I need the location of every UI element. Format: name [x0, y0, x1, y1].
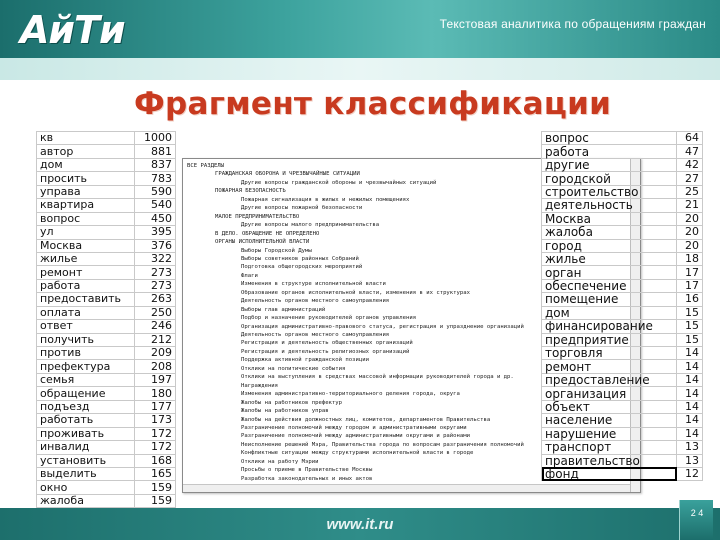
table-row [542, 199, 703, 212]
count-cell[interactable]: 15 [677, 320, 703, 333]
word-frequency-table-right [541, 131, 703, 481]
table-row [37, 158, 176, 171]
tree-item[interactable]: Регистрация и деятельность общественных организаций [241, 340, 413, 347]
count-cell[interactable]: 17 [677, 266, 703, 279]
tree-root[interactable]: ВСЕ РАЗДЕЛЫ [187, 163, 225, 169]
table-row [37, 293, 176, 306]
word-cell[interactable]: префектура [37, 360, 135, 373]
table-row [542, 360, 703, 373]
count-cell[interactable]: 15 [677, 333, 703, 346]
word-cell[interactable]: установить [37, 454, 135, 467]
word-cell[interactable]: финансирование [542, 320, 677, 333]
table-row [37, 226, 176, 239]
table-row [37, 172, 176, 185]
count-cell[interactable]: 450 [135, 212, 176, 225]
table-row [37, 494, 176, 507]
tree-section[interactable]: ГРАЖДАНСКАЯ ОБОРОНА И ЧРЕЗВЫЧАЙНЫЕ СИТУАЦИИ [215, 171, 360, 178]
tree-item[interactable]: Выборы Городской Думы [241, 247, 312, 254]
tree-item[interactable]: Жалобы на работников префектур [241, 399, 343, 406]
word-cell[interactable]: работа [37, 279, 135, 292]
count-cell[interactable]: 168 [135, 454, 176, 467]
count-cell[interactable]: 1000 [135, 132, 176, 145]
count-cell[interactable]: 263 [135, 293, 176, 306]
word-cell[interactable]: ул [37, 226, 135, 239]
table-row [542, 266, 703, 279]
word-cell[interactable]: жалоба [37, 494, 135, 507]
table-row [37, 306, 176, 319]
count-cell[interactable]: 208 [135, 360, 176, 373]
word-cell[interactable]: организация [542, 387, 677, 400]
table-row [542, 293, 703, 306]
table-row [542, 441, 703, 454]
tree-item[interactable]: Отклики на политические события [241, 365, 346, 372]
table-row [542, 400, 703, 413]
count-cell[interactable]: 172 [135, 427, 176, 440]
word-cell[interactable]: фонд [542, 467, 677, 480]
count-cell[interactable]: 376 [135, 239, 176, 252]
tree-item[interactable]: Другие вопросы малого предпринимательства [241, 222, 380, 229]
table-row [542, 373, 703, 386]
table-row [542, 212, 703, 225]
tree-item[interactable]: Разработка законодательных и иных актов [241, 475, 373, 482]
tree-item[interactable]: Конфликтные ситуации между структурами исполнительной власти в городе [241, 450, 474, 457]
count-cell[interactable]: 212 [135, 333, 176, 346]
table-row [542, 158, 703, 171]
count-cell[interactable]: 17 [677, 279, 703, 292]
table-row [37, 481, 176, 494]
count-cell[interactable]: 16 [677, 293, 703, 306]
word-cell[interactable]: Москва [542, 212, 677, 225]
table-row [37, 467, 176, 480]
table-row [542, 414, 703, 427]
table-row [37, 252, 176, 265]
tree-item[interactable]: Поддержка активной гражданской позиции [241, 357, 369, 364]
table-row [37, 414, 176, 427]
table-row [542, 239, 703, 252]
tree-section[interactable]: МАЛОЕ ПРЕДПРИНИМАТЕЛЬСТВО [215, 213, 300, 220]
table-row [37, 212, 176, 225]
tree-item[interactable]: Разграничение полномочий между административными округами и районами [241, 433, 471, 440]
count-cell[interactable]: 14 [677, 400, 703, 413]
count-cell[interactable]: 20 [677, 226, 703, 239]
count-cell[interactable]: 209 [135, 347, 176, 360]
count-cell[interactable]: 12 [677, 467, 703, 480]
tree-item[interactable]: Другие вопросы пожарной безопасности [241, 205, 363, 212]
word-cell[interactable]: деятельность [542, 199, 677, 212]
tree-item[interactable]: Флаги [241, 272, 258, 279]
word-cell[interactable]: правительство [542, 454, 677, 467]
count-cell[interactable]: 395 [135, 226, 176, 239]
table-row [37, 400, 176, 413]
tree-item[interactable]: Образование органов исполнительной власти, изменения в их структурах [241, 289, 471, 296]
count-cell[interactable]: 540 [135, 199, 176, 212]
word-cell[interactable]: проживать [37, 427, 135, 440]
count-cell[interactable]: 273 [135, 266, 176, 279]
footer-url: www.it.ru [326, 516, 394, 533]
count-cell[interactable]: 197 [135, 373, 176, 386]
count-cell[interactable]: 47 [677, 145, 703, 158]
table-row [37, 373, 176, 386]
table-row [37, 145, 176, 158]
word-cell[interactable]: население [542, 414, 677, 427]
count-cell[interactable]: 13 [677, 441, 703, 454]
count-cell[interactable]: 165 [135, 467, 176, 480]
table-row [37, 279, 176, 292]
tree-item[interactable]: Жалобы на действия должностных лиц, комитетов, департаментов Правительства [241, 416, 491, 423]
slide-title: Фрагмент классификации [134, 86, 612, 122]
tree-item[interactable]: Изменения в структуре исполнительной власти [241, 281, 386, 288]
count-cell[interactable]: 14 [677, 387, 703, 400]
table-row [542, 145, 703, 158]
word-cell[interactable]: городской [542, 172, 677, 185]
count-cell[interactable]: 881 [135, 145, 176, 158]
horizontal-scrollbar[interactable] [183, 484, 630, 492]
count-cell[interactable]: 159 [135, 494, 176, 507]
word-cell[interactable]: Москва [37, 239, 135, 252]
tree-item[interactable]: Неисполнение решений Мэра, Правительства города по вопросам разграничения полномочий [241, 441, 524, 448]
count-cell[interactable]: 273 [135, 279, 176, 292]
word-cell[interactable]: оплата [37, 306, 135, 319]
word-cell[interactable]: транспорт [542, 441, 677, 454]
table-row [37, 427, 176, 440]
page-number: 2 4 [690, 508, 704, 518]
page-number-box [679, 500, 713, 540]
word-cell[interactable]: семья [37, 373, 135, 386]
word-cell[interactable]: обращение [37, 387, 135, 400]
word-cell[interactable]: подъезд [37, 400, 135, 413]
word-cell[interactable]: управа [37, 185, 135, 198]
table-row [37, 347, 176, 360]
count-cell[interactable]: 14 [677, 347, 703, 360]
table-row [542, 387, 703, 400]
count-cell[interactable]: 837 [135, 158, 176, 171]
tree-section[interactable]: В ДЕЛО. ОБРАЩЕНИЕ НЕ ОПРЕДЕЛЕНО [215, 230, 320, 237]
table-row [37, 454, 176, 467]
word-cell[interactable]: просить [37, 172, 135, 185]
table-row [542, 252, 703, 265]
count-cell[interactable]: 13 [677, 454, 703, 467]
table-row [37, 320, 176, 333]
count-cell[interactable]: 172 [135, 441, 176, 454]
count-cell[interactable]: 322 [135, 252, 176, 265]
header-stripe [0, 58, 720, 80]
tree-item[interactable]: Другие вопросы гражданской обороны и чрезвычайных ситуаций [241, 179, 437, 186]
word-cell[interactable]: орган [542, 266, 677, 279]
slide-footer [0, 508, 720, 540]
tree-section[interactable]: ПОЖАРНАЯ БЕЗОПАСНОСТЬ [215, 188, 286, 195]
tree-item[interactable]: Пожарная сигнализация в жилых и нежилых помещениях [241, 196, 410, 203]
word-frequency-table-left [36, 131, 176, 508]
word-cell[interactable]: нарушение [542, 427, 677, 440]
word-cell[interactable]: работать [37, 414, 135, 427]
word-cell[interactable]: вопрос [542, 132, 677, 145]
word-cell[interactable]: другие [542, 158, 677, 171]
word-cell[interactable]: против [37, 347, 135, 360]
count-cell[interactable]: 18 [677, 252, 703, 265]
word-cell[interactable]: обеспечение [542, 279, 677, 292]
count-cell[interactable]: 590 [135, 185, 176, 198]
table-row [542, 467, 703, 480]
table-row [37, 387, 176, 400]
word-cell[interactable]: город [542, 239, 677, 252]
count-cell[interactable]: 250 [135, 306, 176, 319]
table-row [37, 239, 176, 252]
word-cell[interactable]: инвалид [37, 441, 135, 454]
word-cell[interactable]: жалоба [542, 226, 677, 239]
word-cell[interactable]: дом [542, 306, 677, 319]
table-row [37, 333, 176, 346]
word-cell[interactable]: помещение [542, 293, 677, 306]
count-cell[interactable]: 14 [677, 414, 703, 427]
tree-item[interactable]: Награждения [241, 382, 279, 389]
word-cell[interactable]: кв [37, 132, 135, 145]
header-subtitle: Текстовая аналитика по обращениям граждан [439, 17, 706, 31]
word-cell[interactable]: предоставление [542, 373, 677, 386]
table-row [37, 360, 176, 373]
table-row [542, 132, 703, 145]
count-cell[interactable]: 177 [135, 400, 176, 413]
word-cell[interactable]: ремонт [37, 266, 135, 279]
count-cell[interactable]: 14 [677, 373, 703, 386]
count-cell[interactable]: 20 [677, 239, 703, 252]
slide-header [0, 0, 720, 80]
table-row [37, 199, 176, 212]
word-cell[interactable]: объект [542, 400, 677, 413]
count-cell[interactable]: 783 [135, 172, 176, 185]
word-cell[interactable]: окно [37, 481, 135, 494]
company-logo: АйТи [20, 8, 125, 52]
count-cell[interactable]: 21 [677, 199, 703, 212]
count-cell[interactable]: 27 [677, 172, 703, 185]
word-cell[interactable]: работа [542, 145, 677, 158]
tree-item[interactable]: Выборы глав администраций [241, 306, 326, 313]
word-cell[interactable]: квартира [37, 199, 135, 212]
table-row [37, 185, 176, 198]
count-cell[interactable]: 180 [135, 387, 176, 400]
table-row [542, 320, 703, 333]
table-row [37, 441, 176, 454]
word-cell[interactable]: предоставить [37, 293, 135, 306]
count-cell[interactable]: 42 [677, 158, 703, 171]
word-cell[interactable]: автор [37, 145, 135, 158]
word-cell[interactable]: жилье [37, 252, 135, 265]
tree-item[interactable]: Деятельность органов местного самоуправления [241, 332, 390, 338]
word-cell[interactable]: дом [37, 158, 135, 171]
table-row [542, 347, 703, 360]
tree-item[interactable]: Разграничение полномочий между городом и административными округами [241, 424, 467, 431]
word-cell[interactable]: ответ [37, 320, 135, 333]
tree-item[interactable]: Отклики на выступления в средствах массовой информации руководителей города и др. [241, 374, 514, 381]
word-cell[interactable]: торговля [542, 347, 677, 360]
table-row [542, 454, 703, 467]
tree-item[interactable]: Просьбы о приеме в Правительстве Москвы [241, 467, 373, 474]
count-cell[interactable]: 173 [135, 414, 176, 427]
count-cell[interactable]: 25 [677, 185, 703, 198]
table-row [542, 306, 703, 319]
tree-item[interactable]: Организация административно-правового статуса, регистрация и упразднение организаций [241, 323, 524, 330]
tree-item[interactable]: Жалобы на работников управ [241, 408, 329, 415]
table-row [542, 185, 703, 198]
table-row [542, 279, 703, 292]
tree-item[interactable]: Изменения административно-территориального деления города, округа [241, 391, 460, 398]
word-cell[interactable]: жилье [542, 252, 677, 265]
count-cell[interactable]: 15 [677, 306, 703, 319]
table-row [542, 172, 703, 185]
tree-item[interactable]: Подбор и назначение руководителей органов управления [241, 315, 417, 322]
count-cell[interactable]: 20 [677, 212, 703, 225]
word-cell[interactable]: ремонт [542, 360, 677, 373]
table-row [37, 266, 176, 279]
tree-item[interactable]: Выборы советников районных Собраний [241, 255, 359, 262]
word-cell[interactable]: получить [37, 333, 135, 346]
tree-item[interactable]: Регистрация и деятельность религиозных организаций [241, 348, 410, 355]
count-cell[interactable]: 14 [677, 427, 703, 440]
count-cell[interactable]: 14 [677, 360, 703, 373]
table-row [542, 333, 703, 346]
table-row [542, 226, 703, 239]
count-cell[interactable]: 159 [135, 481, 176, 494]
count-cell[interactable]: 246 [135, 320, 176, 333]
tree-section[interactable]: ОРГАНЫ ИСПОЛНИТЕЛЬНОЙ ВЛАСТИ [215, 239, 310, 246]
table-row [542, 427, 703, 440]
tree-item[interactable]: Отклики на работу Мэрии [241, 458, 319, 465]
count-cell[interactable]: 64 [677, 132, 703, 145]
word-cell[interactable]: строительство [542, 185, 677, 198]
word-cell[interactable]: предприятие [542, 333, 677, 346]
word-cell[interactable]: выделить [37, 467, 135, 480]
tree-item[interactable]: Подготовка общегородских мероприятий [241, 264, 363, 271]
word-cell[interactable]: вопрос [37, 212, 135, 225]
table-row [37, 132, 176, 145]
tree-item[interactable]: Деятельность органов местного самоуправления [241, 298, 390, 305]
